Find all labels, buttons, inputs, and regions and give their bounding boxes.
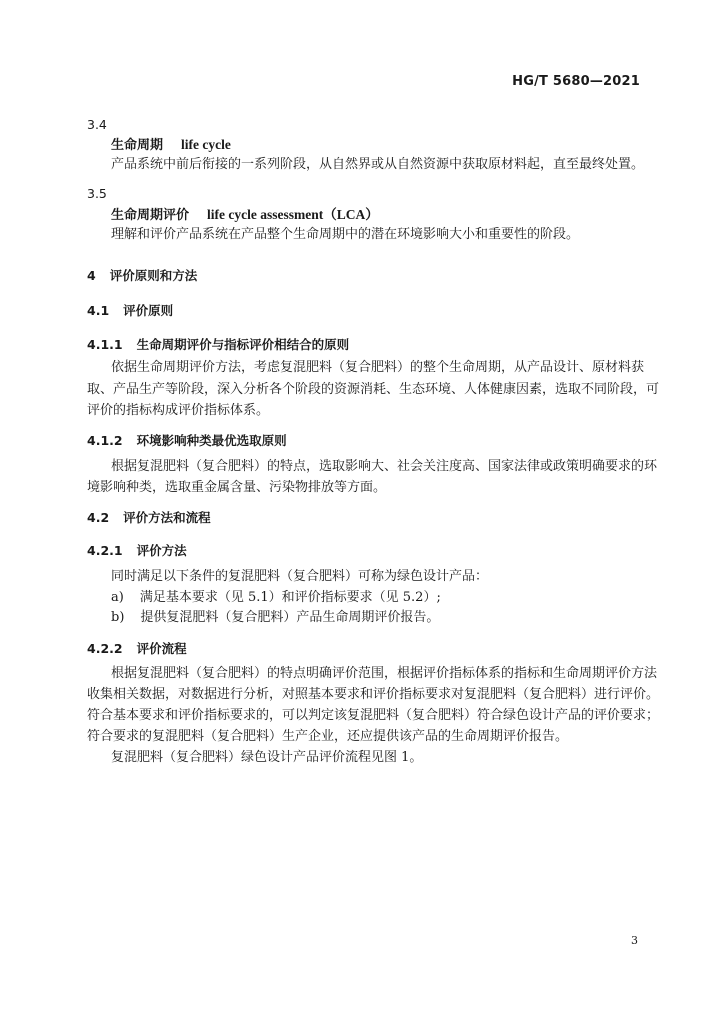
- clause-number-3-5: 3.5: [87, 186, 107, 201]
- section-heading-4-1: 4.1 评价原则: [87, 303, 174, 318]
- paragraph-line: 取、产品生产等阶段，深入分析各个阶段的资源消耗、生态环境、人体健康因素，选取不同阶段，可: [87, 382, 660, 397]
- paragraph-line: 根据复混肥料（复合肥料）的特点明确评价范围，根据评价指标体系的指标和生命周期评价方法: [111, 666, 658, 681]
- definition-3-5: 理解和评价产品系统在产品整个生命周期中的潜在环境影响大小和重要性的阶段。: [111, 227, 580, 242]
- list-marker: a): [111, 590, 124, 605]
- term-en: life cycle: [181, 137, 231, 152]
- section-heading-4-2-1: 4.2.1 评价方法: [87, 543, 187, 558]
- list-item: [111, 587, 441, 609]
- section-heading-4-2: 4.2 评价方法和流程: [87, 510, 211, 525]
- term-cn: 生命周期: [111, 138, 164, 153]
- list-item: [111, 607, 439, 629]
- paragraph-line: 境影响种类，选取重金属含量、污染物排放等方面。: [87, 480, 387, 495]
- section-heading-4-1-1: 4.1.1 生命周期评价与指标评价相结合的原则: [87, 337, 350, 352]
- paragraph-line: 根据复混肥料（复合肥料）的特点，选取影响大、社会关注度高、国家法律或政策明确要求的环: [111, 459, 658, 474]
- paragraph-line: 符合基本要求和评价指标要求的，可以判定该复混肥料（复合肥料）符合绿色设计产品的评价要求；: [87, 708, 660, 723]
- list-marker: b): [111, 610, 125, 625]
- standard-code: HG/T 5680—2021: [512, 74, 640, 89]
- paragraph-line: 同时满足以下条件的复混肥料（复合肥料）可称为绿色设计产品：: [111, 569, 489, 584]
- paragraph-line: 复混肥料（复合肥料）绿色设计产品评价流程见图 1。: [111, 750, 423, 765]
- paragraph-line: 符合要求的复混肥料（复合肥料）生产企业，还应提供该产品的生命周期评价报告。: [87, 729, 569, 744]
- paragraph-line: 依据生命周期评价方法，考虑复混肥料（复合肥料）的整个生命周期，从产品设计、原材料获: [111, 360, 645, 375]
- paragraph-line: 收集相关数据，对数据进行分析，对照基本要求和评价指标要求对复混肥料（复合肥料）进行评价。: [87, 687, 660, 702]
- list-item-text: 满足基本要求（见 5.1）和评价指标要求（见 5.2）;: [139, 590, 441, 605]
- paragraph-line: 评价的指标构成评价指标体系。: [87, 403, 270, 418]
- section-heading-4-1-2: 4.1.2 环境影响种类最优选取原则: [87, 433, 287, 448]
- definition-3-4: 产品系统中前后衔接的一系列阶段，从自然界或从自然资源中获取原材料起，直至最终处置。: [111, 157, 645, 172]
- clause-number-3-4: 3.4: [87, 117, 107, 132]
- section-heading-4-2-2: 4.2.2 评价流程: [87, 641, 187, 656]
- page-number: 3: [631, 934, 638, 947]
- term-en: life cycle assessment（LCA）: [207, 207, 379, 222]
- list-item-text: 提供复混肥料（复合肥料）产品生命周期评价报告。: [140, 610, 440, 625]
- term-cn: 生命周期评价: [111, 208, 190, 223]
- section-heading-4: 4 评价原则和方法: [87, 268, 198, 283]
